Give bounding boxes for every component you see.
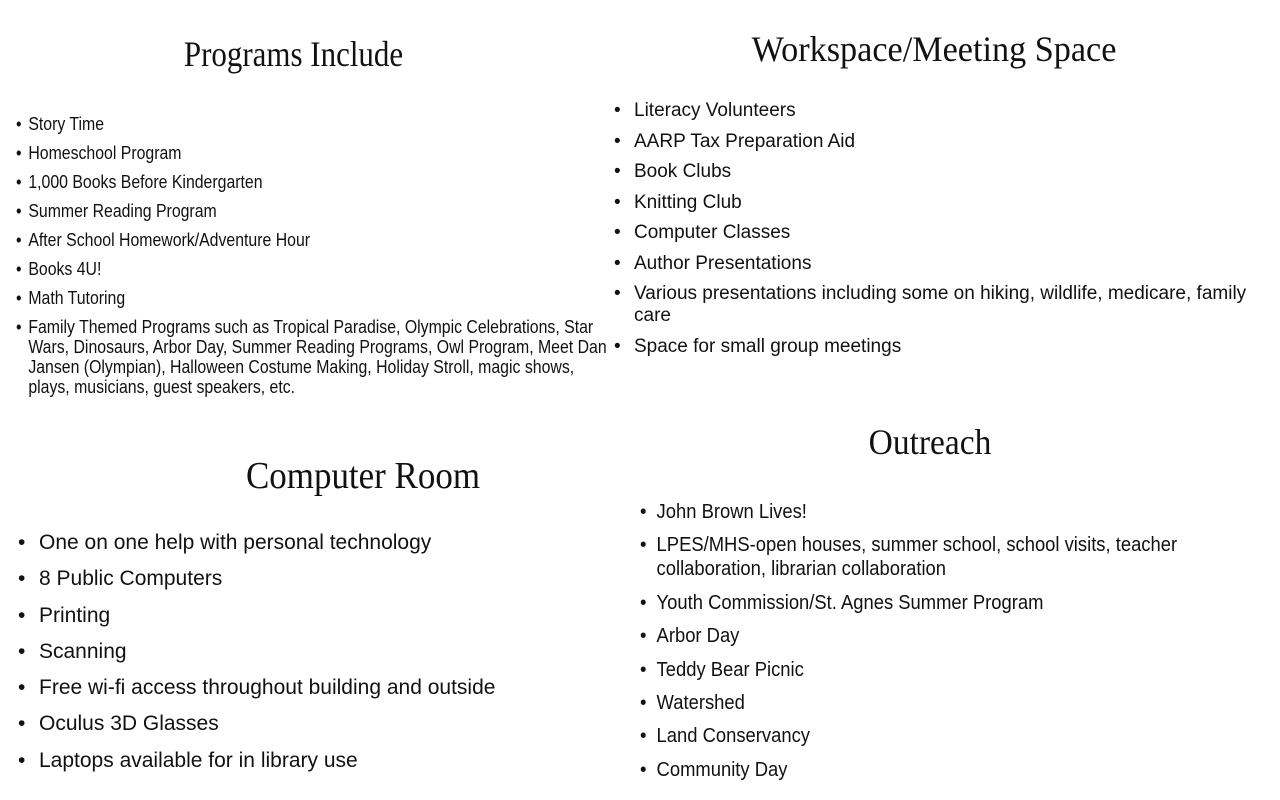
list-item: • Laptops available for in library use bbox=[18, 748, 618, 773]
list-item: • Arbor Day bbox=[640, 624, 1264, 648]
list-item: • 8 Public Computers bbox=[18, 566, 618, 591]
list-item: • Youth Commission/St. Agnes Summer Program bbox=[640, 591, 1264, 615]
list-item: • Teddy Bear Picnic bbox=[640, 658, 1264, 682]
workspace-list bbox=[614, 100, 1274, 358]
workspace-panel bbox=[614, 24, 1274, 366]
list-item: • Computer Classes bbox=[614, 222, 1274, 244]
computer-room-title: Computer Room bbox=[245, 455, 481, 497]
computer-room-list bbox=[18, 530, 618, 773]
outreach-list bbox=[640, 500, 1260, 782]
list-item: • Homeschool Program bbox=[16, 143, 609, 163]
list-item: • Books 4U! bbox=[16, 259, 609, 279]
list-item: • John Brown Lives! bbox=[640, 500, 1264, 524]
list-item: • Author Presentations bbox=[614, 253, 1274, 275]
programs-list bbox=[16, 114, 607, 397]
list-item: • Scanning bbox=[18, 639, 618, 664]
list-item: • Free wi-fi access throughout building and outside bbox=[18, 675, 618, 700]
computer-room-panel bbox=[18, 448, 618, 784]
list-item: • Printing bbox=[18, 603, 618, 628]
list-item: • One on one help with personal technology bbox=[18, 530, 618, 555]
list-item: • Book Clubs bbox=[614, 161, 1274, 183]
list-item: • Community Day bbox=[640, 758, 1264, 782]
list-item: • Literacy Volunteers bbox=[614, 100, 1274, 122]
list-item: • Watershed bbox=[640, 691, 1264, 715]
list-item: • LPES/MHS-open houses, summer school, school visits, teacher collaboration, librarian collaboration bbox=[640, 533, 1264, 581]
list-item: • 1,000 Books Before Kindergarten bbox=[16, 172, 609, 192]
list-item: • AARP Tax Preparation Aid bbox=[614, 131, 1274, 153]
list-item: • Math Tutoring bbox=[16, 288, 609, 308]
list-item: • Various presentations including some on hiking, wildlife, medicare, family care bbox=[614, 283, 1274, 327]
list-item: • Family Themed Programs such as Tropical Paradise, Olympic Celebrations, Star Wars, Dinosaurs, Arbor Day, Summer Reading Programs, Owl Program, Meet Dan Jansen (Olympian), Halloween Costume Making, Holiday Stroll, magic shows, plays, musicians, guest speakers, etc. bbox=[16, 317, 609, 397]
list-item: • Land Conservancy bbox=[640, 724, 1264, 748]
list-item: • Space for small group meetings bbox=[614, 336, 1274, 358]
workspace-title: Workspace/Meeting Space bbox=[751, 29, 1117, 69]
list-item: • Summer Reading Program bbox=[16, 201, 609, 221]
list-item: • Knitting Club bbox=[614, 192, 1274, 214]
list-item: • Oculus 3D Glasses bbox=[18, 711, 618, 736]
programs-title: Programs Include bbox=[183, 34, 404, 74]
outreach-title: Outreach bbox=[868, 422, 992, 462]
programs-panel bbox=[16, 28, 607, 397]
list-item: • After School Homework/Adventure Hour bbox=[16, 230, 609, 250]
list-item: • Story Time bbox=[16, 114, 609, 134]
outreach-panel bbox=[640, 416, 1260, 791]
